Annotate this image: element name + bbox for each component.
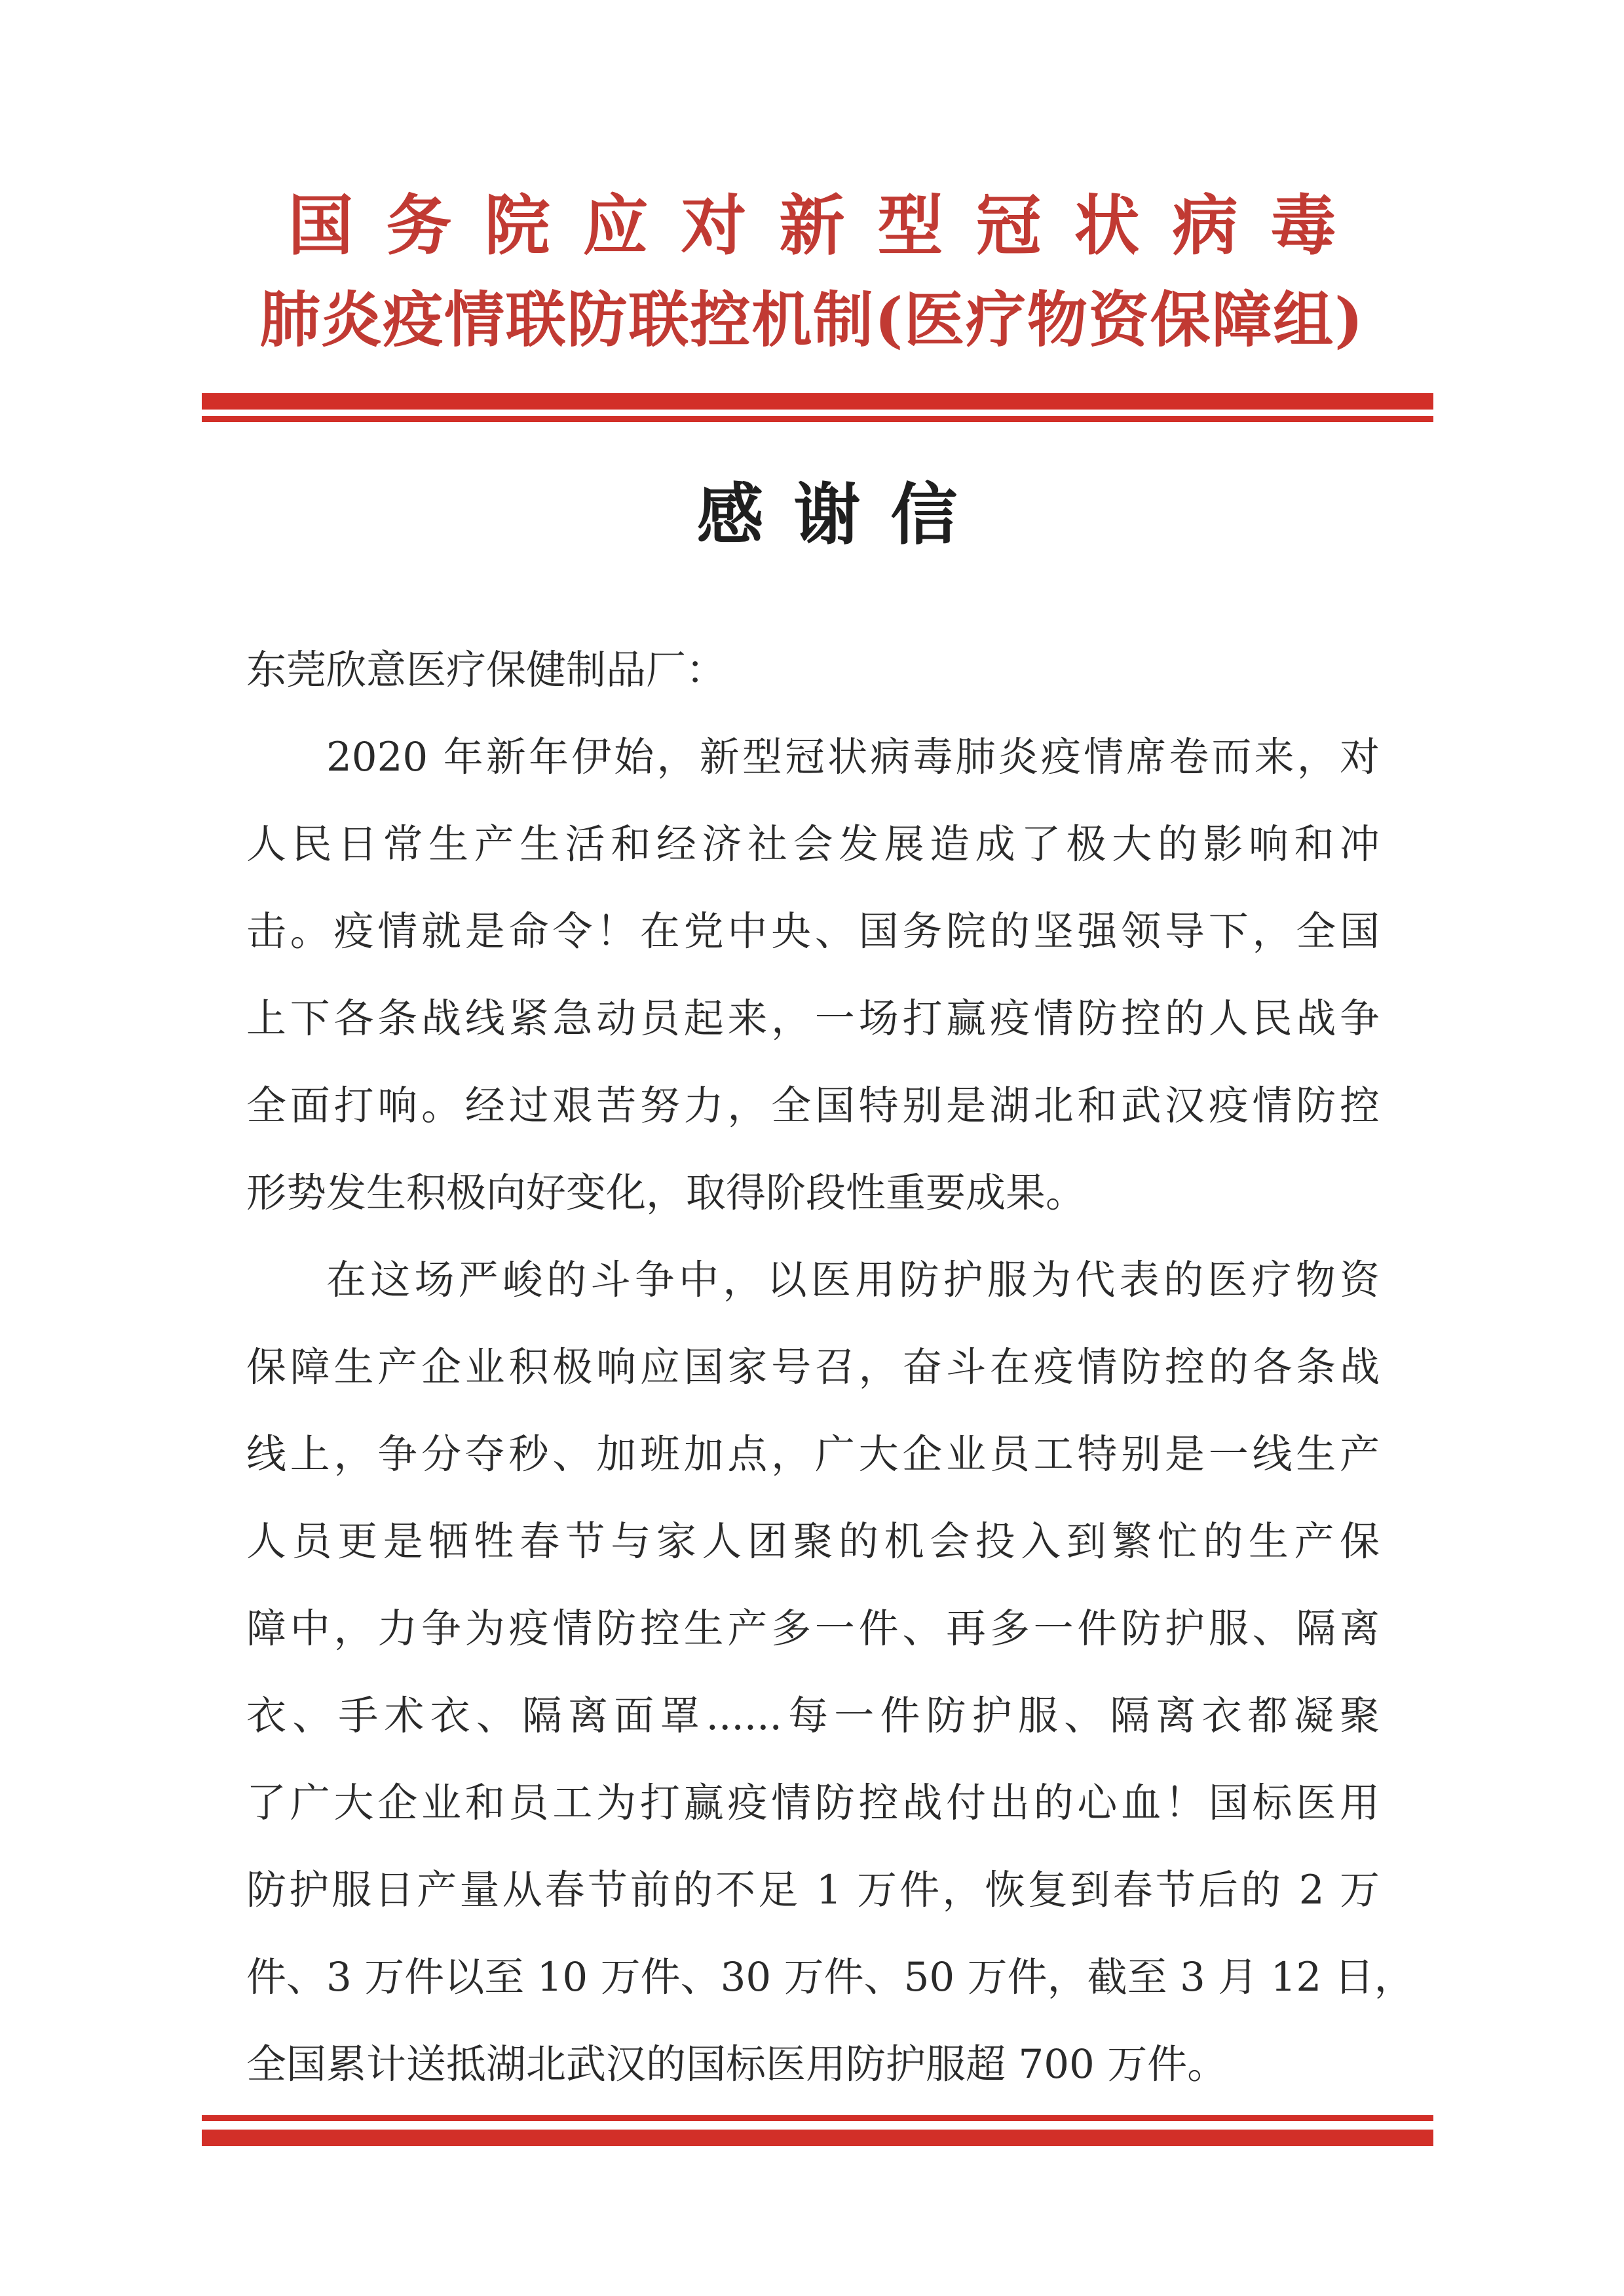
paragraph2-line: 了广大企业和员工为打赢疫情防控战付出的心血！国标医用 <box>246 1780 1380 1826</box>
paragraph1-line: 全面打响。经过艰苦努力，全国特别是湖北和武汉疫情防控 <box>246 1082 1380 1129</box>
salutation: 东莞欣意医疗保健制品厂： <box>246 647 727 693</box>
paragraph1-line: 上下各条战线紧急动员起来，一场打赢疫情防控的人民战争 <box>246 995 1380 1042</box>
paragraph2-line: 衣、手术衣、隔离面罩......每一件防护服、隔离衣都凝聚 <box>246 1693 1380 1739</box>
letterhead-line-1: 国务院应对新型冠状病毒 <box>288 187 1369 264</box>
footer-rule-thin <box>202 2115 1433 2121</box>
paragraph2-line: 人员更是牺牲春节与家人团聚的机会投入到繁忙的生产保 <box>246 1518 1380 1565</box>
footer-rule-thick <box>202 2130 1433 2146</box>
paragraph2-line: 全国累计送抵湖北武汉的国标医用防护服超 700 万件。 <box>246 2041 1228 2088</box>
letter-body <box>246 626 1414 2108</box>
paragraph1-line: 形势发生积极向好变化，取得阶段性重要成果。 <box>246 1170 1086 1216</box>
paragraph1-line: 人民日常生产生活和经济社会发展造成了极大的影响和冲 <box>246 821 1380 868</box>
letterhead-line-2: 肺炎疫情联防联控机制(医疗物资保障组) <box>259 284 1365 355</box>
letterhead <box>0 187 1624 355</box>
document-title: 感谢信 <box>696 476 988 554</box>
paragraph1-line: 击。疫情就是命令！在党中央、国务院的坚强领导下，全国 <box>246 908 1380 955</box>
paragraph2-line: 防护服日产量从春节前的不足 1 万件，恢复到春节后的 2 万 <box>246 1867 1380 1913</box>
paragraph2-line: 线上，争分夺秒、加班加点，广大企业员工特别是一线生产 <box>246 1431 1380 1478</box>
paragraph2-line: 保障生产企业积极响应国家号召，奋斗在疫情防控的各条战 <box>246 1344 1380 1390</box>
paragraph2-line: 在这场严峻的斗争中，以医用防护服为代表的医疗物资 <box>326 1257 1380 1303</box>
header-rule-thick <box>202 393 1433 410</box>
paragraph1-line: 2020 年新年伊始，新型冠状病毒肺炎疫情席卷而来，对 <box>326 734 1380 780</box>
header-rule-thin <box>202 416 1433 422</box>
paragraph2-line: 件、3 万件以至 10 万件、30 万件、50 万件，截至 3 月 12 日， <box>246 1954 1414 2000</box>
paragraph2-line: 障中，力争为疫情防控生产多一件、再多一件防护服、隔离 <box>246 1605 1380 1652</box>
